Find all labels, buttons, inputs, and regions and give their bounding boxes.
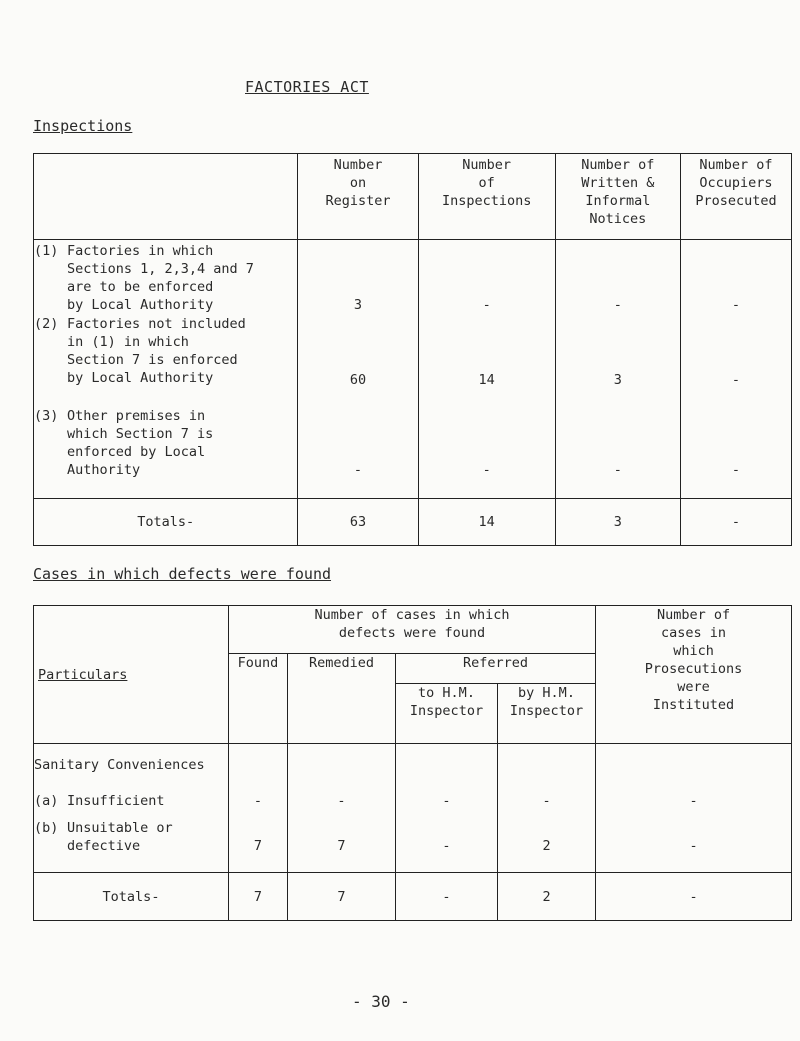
total-remedied: 7 — [288, 873, 396, 921]
inspections-table — [33, 153, 792, 546]
defect-row-b: (b) Unsuitable or defective — [34, 820, 173, 854]
by-hm-values — [498, 744, 596, 873]
total-to-hm: - — [396, 873, 498, 921]
header-prosecutions: Number of cases in which Prosecutions were Instituted — [596, 606, 792, 744]
page-title: FACTORIES ACT — [245, 78, 369, 96]
value-r2-prosecuted: - — [731, 372, 741, 388]
value-a-remedied: - — [337, 793, 346, 809]
header-number-of-inspections: Number of Inspections — [418, 154, 555, 240]
to-hm-values — [396, 744, 498, 873]
total-prosecutions: - — [596, 873, 792, 921]
defect-row-a: (a) Insufficient — [34, 793, 165, 809]
header-remedied: Remedied — [288, 654, 396, 744]
value-r3-notices: - — [613, 462, 622, 478]
value-a-found: - — [253, 793, 263, 809]
premises-row-3: (3) Other premises in which Section 7 is enforced by Local Authority — [34, 408, 214, 478]
prosecution-values — [596, 744, 792, 873]
found-values — [229, 744, 288, 873]
total-found: 7 — [229, 873, 288, 921]
value-b-remedied: 7 — [337, 838, 346, 854]
inspection-values — [418, 240, 555, 499]
premises-row-2: (2) Factories not included in (1) in which Section 7 is enforced by Local Authority — [34, 316, 246, 386]
total-prosecuted: - — [680, 499, 791, 546]
header-written-notices: Number of Written & Informal Notices — [555, 154, 680, 240]
value-r1-inspections: - — [482, 297, 491, 313]
value-r3-inspections: - — [482, 462, 491, 478]
value-r2-register: 60 — [349, 372, 367, 388]
header-number-on-register: Number on Register — [298, 154, 418, 240]
cases-totals-label: Totals- — [34, 873, 229, 921]
header-number-of-cases: Number of cases in which defects were found — [229, 606, 596, 654]
value-r3-prosecuted: - — [731, 462, 741, 478]
value-r2-inspections: 14 — [478, 372, 495, 388]
total-inspections: 14 — [418, 499, 555, 546]
value-b-by-hm: 2 — [542, 838, 551, 854]
value-b-to-hm: - — [442, 838, 451, 854]
value-a-by-hm: - — [542, 793, 551, 809]
header-found: Found — [229, 654, 288, 744]
value-a-prosecutions: - — [689, 793, 698, 809]
value-a-to-hm: - — [442, 793, 451, 809]
prosecuted-values — [680, 240, 791, 499]
total-register: 63 — [298, 499, 418, 546]
defects-table — [33, 605, 792, 921]
header-by-hm-inspector: by H.M. Inspector — [498, 684, 596, 744]
page-number: - 30 - — [352, 992, 410, 1011]
header-blank — [34, 154, 298, 240]
notice-values — [555, 240, 680, 499]
totals-label: Totals- — [34, 499, 298, 546]
inspections-heading: Inspections — [33, 117, 133, 135]
total-by-hm: 2 — [498, 873, 596, 921]
cases-heading: Cases in which defects were found — [33, 565, 332, 583]
header-to-hm-inspector: to H.M. Inspector — [396, 684, 498, 744]
header-referred: Referred — [396, 654, 596, 684]
value-r1-prosecuted: - — [731, 297, 741, 313]
value-b-found: 7 — [253, 838, 263, 854]
header-occupiers-prosecuted: Number of Occupiers Prosecuted — [680, 154, 791, 240]
total-notices: 3 — [555, 499, 680, 546]
register-values — [298, 240, 418, 499]
header-particulars: Particulars — [34, 606, 229, 744]
section-label: Sanitary Conveniences — [34, 757, 205, 773]
value-r1-notices: - — [613, 297, 622, 313]
premises-row-1: (1) Factories in which Sections 1, 2,3,4 and 7 are to be enforced by Local Authority — [34, 243, 254, 313]
premises-descriptions — [34, 240, 298, 499]
remedied-values — [288, 744, 396, 873]
value-r2-notices: 3 — [613, 372, 622, 388]
defect-descriptions — [34, 744, 229, 873]
value-r3-register: - — [353, 462, 363, 478]
value-b-prosecutions: - — [689, 838, 698, 854]
value-r1-register: 3 — [353, 297, 363, 313]
